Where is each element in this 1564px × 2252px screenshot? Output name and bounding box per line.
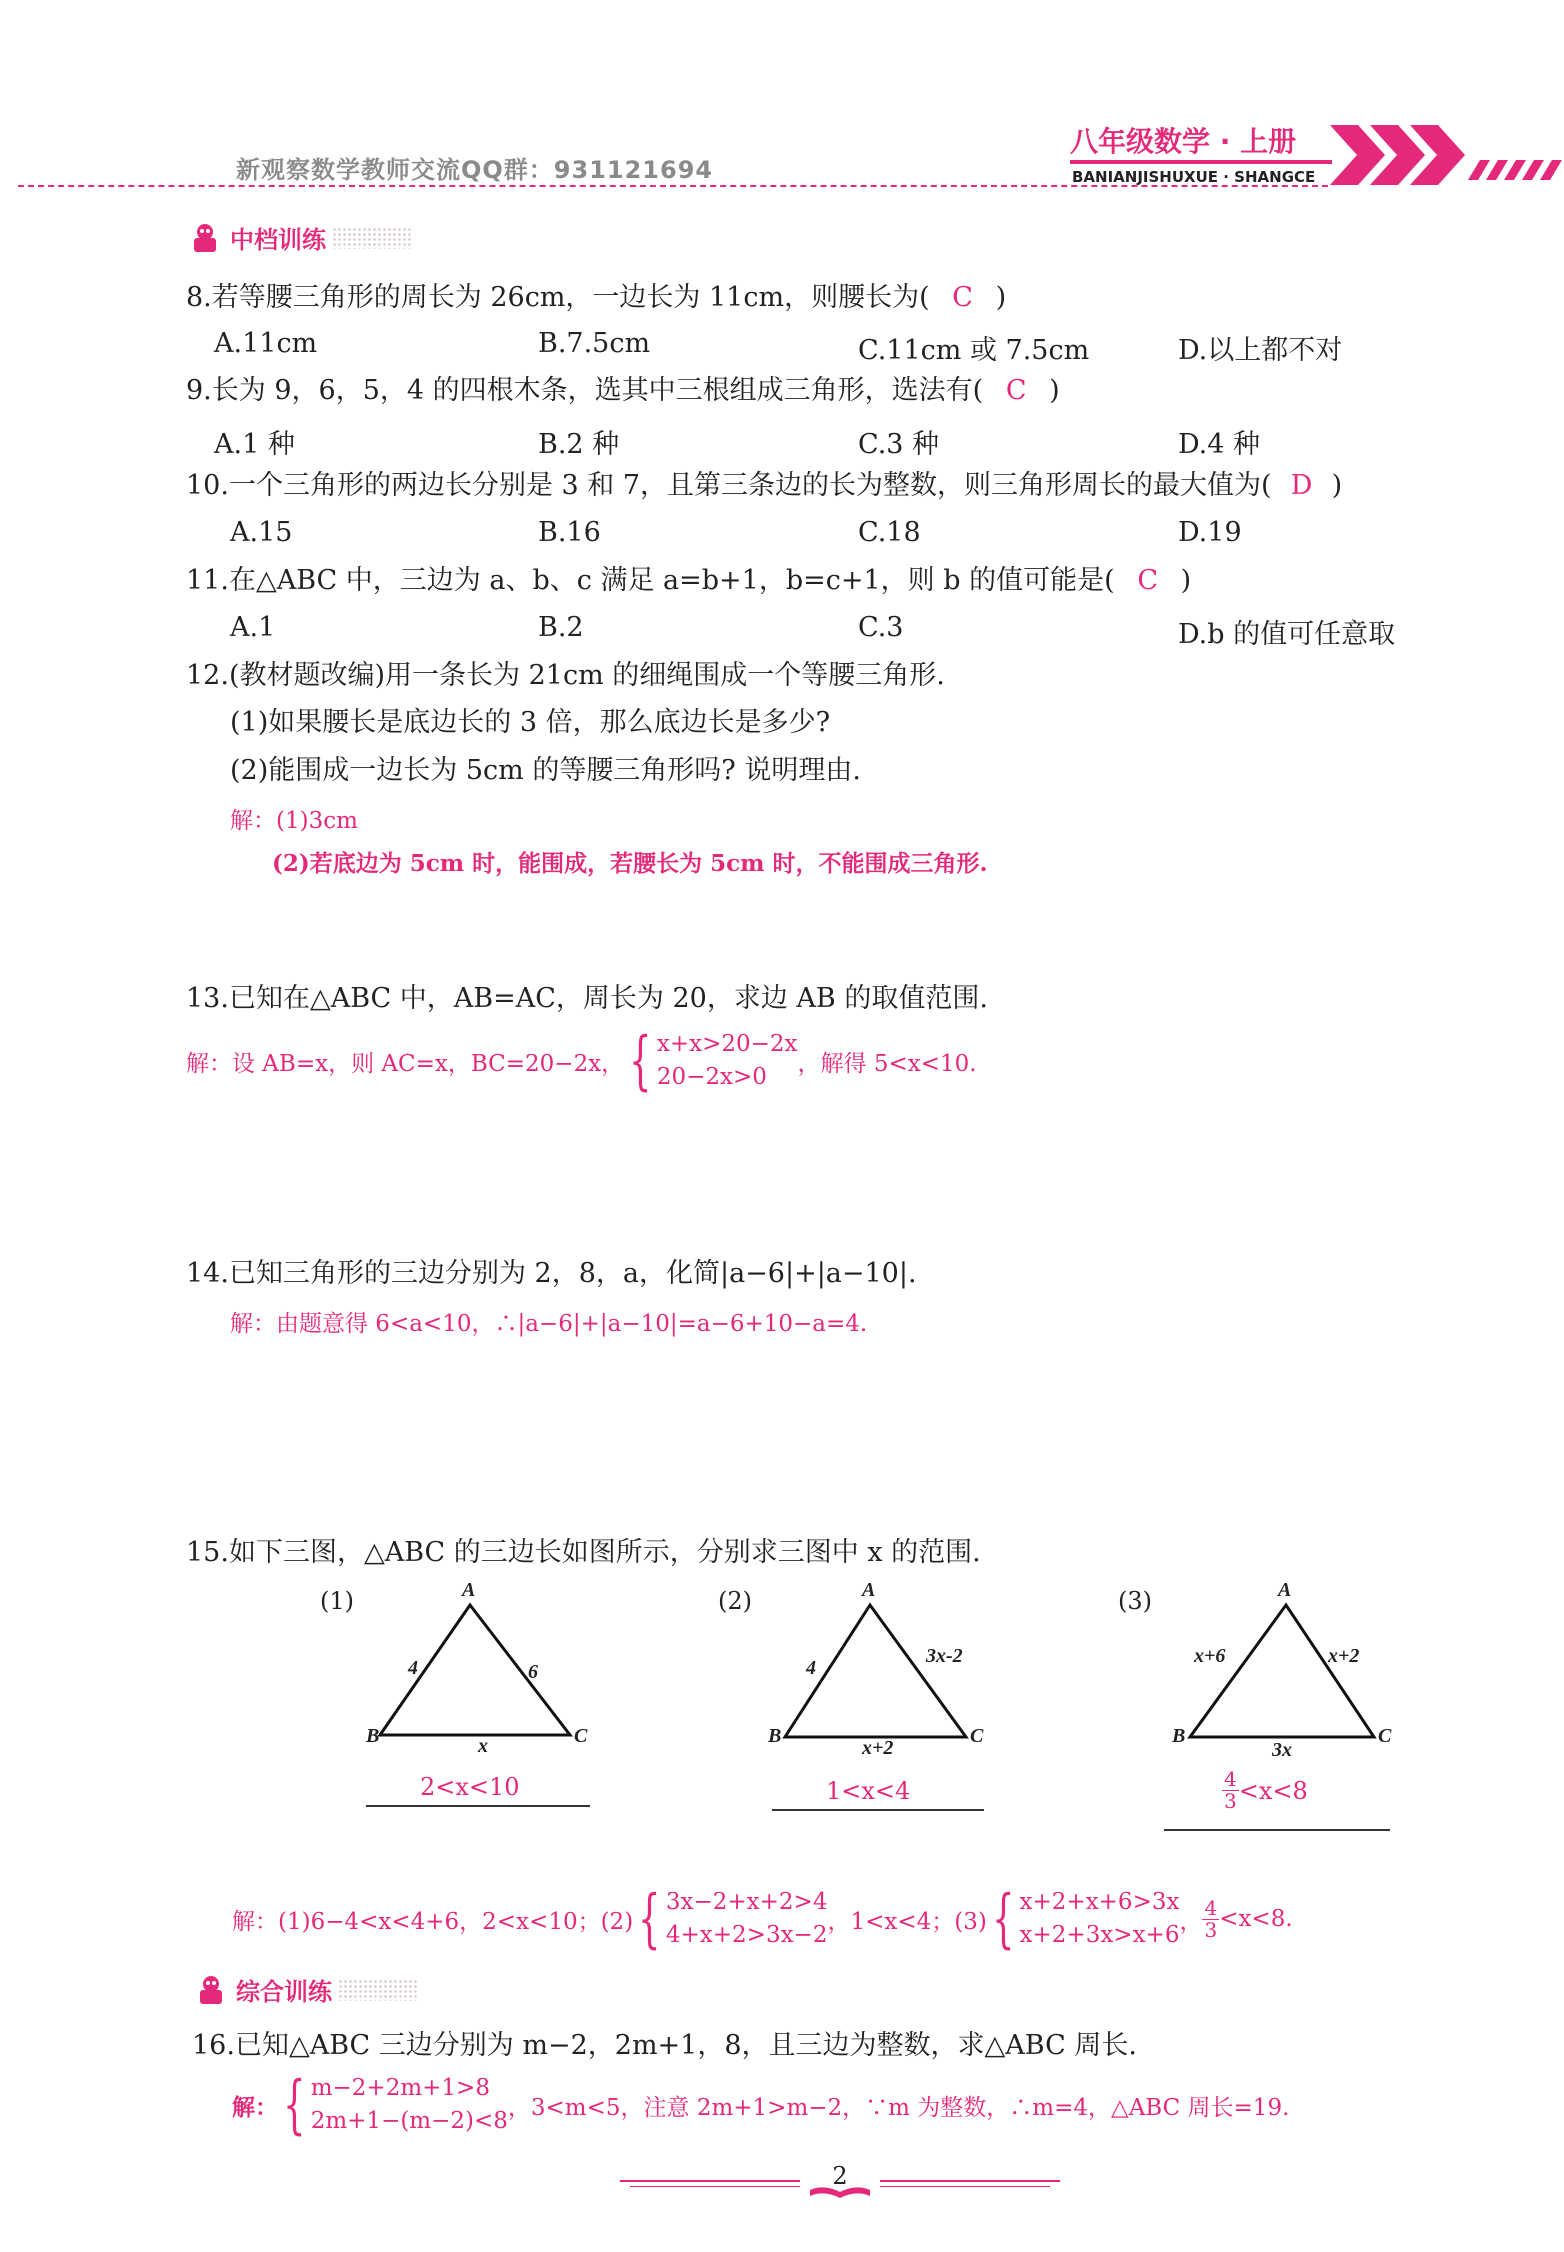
section-label: 综合训练 (236, 1978, 332, 2006)
answer-2: 1<x<4 (826, 1777, 911, 1805)
q11-option-d: D.b 的值可任意取 (1178, 619, 1396, 650)
side-left: 4 (806, 1657, 816, 1679)
q13-solution: 解：设 AB=x，则 AC=x，BC=20−2x， { x+x>20−2x 20−2x>0 ，解得 5<x<10. (186, 1024, 977, 1099)
chevron-decoration-icon (1330, 120, 1564, 190)
side-right: x+2 (1328, 1645, 1360, 1667)
side-bottom: x+2 (862, 1737, 894, 1759)
triangle-2-lines (710, 1585, 1010, 1755)
vertex-a: A (462, 1579, 476, 1601)
vertex-a: A (862, 1579, 876, 1601)
answer-3: $\frac{4}{3}$ <x<8 (1224, 1767, 1308, 1813)
q9-answer: C (1005, 375, 1027, 406)
q15-solution: 解：(1)6−4<x<4+6，2<x<10；(2) { 3x−2+x+2>4 4+x+2>3x−2 ，1<x<4；(3) { x+2+x+6>3x x+2+3x>x+6 ， $\frac{4}{3}$ <x<8. (232, 1882, 1293, 1957)
q14-solution: 解：由题意得 6<a<10，∴|a−6|+|a−10|=a−6+10−a=4. (230, 1311, 868, 1337)
side-right: 3x-2 (926, 1645, 963, 1667)
q16-solution: 解： { m−2+2m+1>8 2m+1−(m−2)<8 ，3<m<5，注意 2m+1>m−2，∵m 为整数，∴m=4，△ABC 周长=19. (232, 2068, 1290, 2143)
q14-stem: 14.已知三角形的三边分别为 2，8，a，化简|a−6|+|a−10|. (186, 1258, 917, 1289)
q10-option-c: C.18 (858, 517, 921, 548)
section-dots (332, 227, 412, 249)
q12-solution-2: (2)若底边为 5cm 时，能围成，若腰长为 5cm 时，不能围成三角形. (272, 850, 988, 877)
section-dots (338, 1979, 418, 2001)
answer-2-underline (772, 1809, 984, 1811)
vertex-c: C (1378, 1725, 1392, 1747)
q13-system: { x+x>20−2x 20−2x>0 (629, 1024, 798, 1099)
q8-answer: C (952, 282, 973, 313)
side-right: 6 (528, 1661, 538, 1683)
q11-option-c: C.3 (858, 612, 904, 643)
book-title: 八年级数学 · 上册 (1070, 125, 1297, 158)
q8-option-d: D.以上都不对 (1178, 335, 1343, 366)
book-pinyin: BANIANJISHUXUE · SHANGCE (1072, 168, 1316, 186)
figure-number: (3) (1118, 1587, 1152, 1615)
side-left: 4 (408, 1657, 418, 1679)
vertex-b: B (1172, 1725, 1186, 1747)
q9-option-c: C.3 种 (858, 429, 940, 460)
answer-1-underline (366, 1805, 590, 1807)
q8-stem: 8.若等腰三角形的周长为 26cm，一边长为 11cm，则腰长为( C ) (186, 282, 1007, 313)
q12-solution-1: 解：(1)3cm (230, 808, 358, 834)
qq-group-text: 新观察数学教师交流QQ群：931121694 (236, 156, 714, 184)
answer-3-underline (1164, 1829, 1390, 1831)
q8-option-a: A.11cm (214, 328, 318, 359)
q15-figure-1 (310, 1579, 610, 1815)
section-label: 中档训练 (230, 226, 326, 254)
q9-option-b: B.2 种 (538, 429, 620, 460)
page-number: 2 (832, 2162, 848, 2190)
q15-figure-2 (710, 1579, 1010, 1815)
q16-stem: 16.已知△ABC 三边分别为 m−2，2m+1，8，且三边为整数，求△ABC 周长. (192, 2030, 1137, 2061)
q12-sub2: (2)能围成一边长为 5cm 的等腰三角形吗? 说明理由. (230, 755, 861, 786)
mascot-icon (192, 1974, 230, 2006)
q15-figure-3 (1110, 1579, 1410, 1835)
vertex-b: B (768, 1725, 782, 1747)
vertex-b: B (366, 1725, 380, 1747)
vertex-a: A (1278, 1579, 1292, 1601)
q10-option-b: B.16 (538, 517, 601, 548)
section-comprehensive-training (192, 1972, 418, 2007)
q10-option-a: A.15 (230, 517, 293, 548)
triangle-3-lines (1110, 1585, 1410, 1755)
q12-sub1: (1)如果腰长是底边长的 3 倍，那么底边长是多少? (230, 707, 831, 738)
q8-option-b: B.7.5cm (538, 328, 651, 359)
q12-stem: 12.(教材题改编)用一条长为 21cm 的细绳围成一个等腰三角形. (186, 660, 945, 691)
figure-number: (2) (718, 1587, 752, 1615)
book-title-underline (1070, 160, 1332, 164)
q10-option-d: D.19 (1178, 517, 1242, 548)
vertex-c: C (970, 1725, 984, 1747)
side-bottom: 3x (1272, 1739, 1292, 1761)
header (0, 100, 1564, 190)
vertex-c: C (574, 1725, 588, 1747)
q10-answer: D (1290, 470, 1313, 501)
side-bottom: x (478, 1735, 488, 1757)
q9-option-a: A.1 种 (214, 429, 295, 460)
q15-stem: 15.如下三图，△ABC 的三边长如图所示，分别求三图中 x 的范围. (186, 1537, 981, 1568)
q9-stem: 9.长为 9，6，5，4 的四根木条，选其中三根组成三角形，选法有( C ) (186, 375, 1060, 406)
q11-option-a: A.1 (230, 612, 276, 643)
figure-number: (1) (320, 1587, 354, 1615)
mascot-icon (186, 222, 224, 254)
q9-option-d: D.4 种 (1178, 429, 1261, 460)
side-left: x+6 (1194, 1645, 1226, 1667)
q13-stem: 13.已知在△ABC 中，AB=AC，周长为 20，求边 AB 的取值范围. (186, 983, 988, 1014)
q10-stem: 10.一个三角形的两边长分别是 3 和 7，且第三条边的长为整数，则三角形周长的最大值为( D ) (186, 470, 1343, 501)
triangle-1-lines (310, 1585, 610, 1755)
q11-stem: 11.在△ABC 中，三边为 a、b、c 满足 a=b+1，b=c+1，则 b 的值可能是( C ) (186, 565, 1192, 596)
q11-answer: C (1137, 565, 1158, 596)
answer-1: 2<x<10 (420, 1773, 520, 1801)
q8-option-c: C.11cm 或 7.5cm (858, 335, 1090, 366)
q11-option-b: B.2 (538, 612, 584, 643)
footer (620, 2162, 1060, 2206)
section-mid-training (186, 220, 412, 255)
